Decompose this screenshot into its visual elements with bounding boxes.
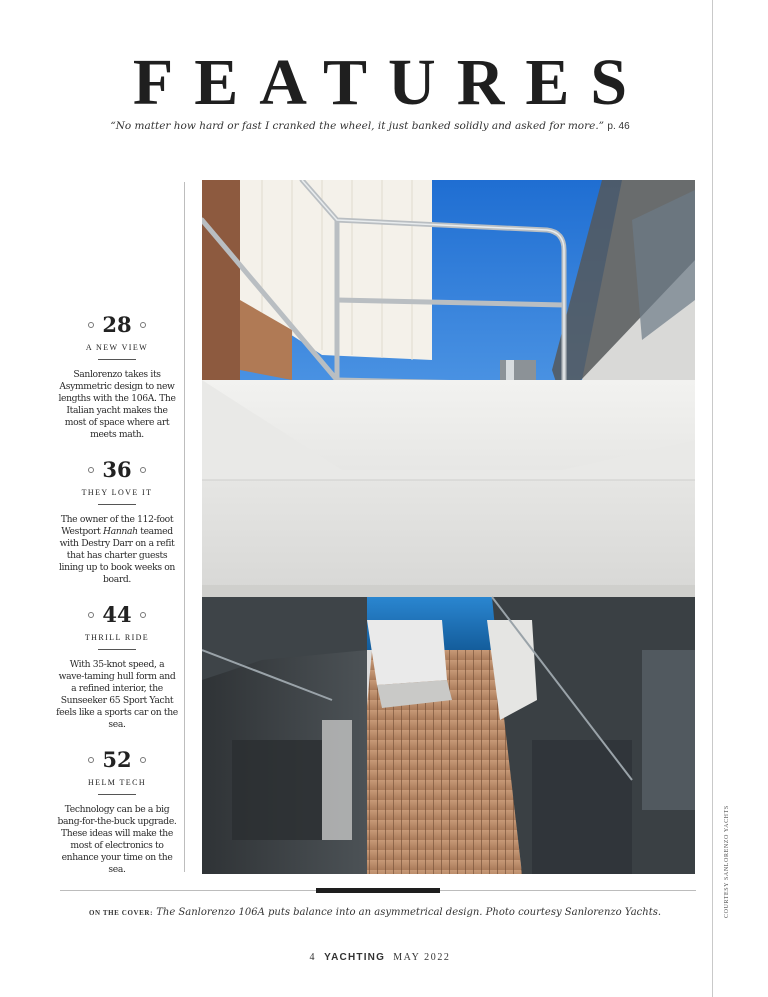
cover-caption [40,907,710,918]
ornament-dot-icon [140,467,146,473]
cover-caption-label: ON THE COVER: [88,909,154,917]
contents-entry-28[interactable] [56,313,178,442]
ornament-dot-icon [140,612,146,618]
contents-entry-36[interactable] [56,458,178,587]
boat-name: Hannah [103,526,138,538]
entry-description: With 35-knot speed, a wave-taming hull form and a refined interior, the Sunseeker 65 Sport Yacht feels like a sports car on the sea. [56,659,178,731]
entry-number-row [56,458,178,482]
entry-page-number: 36 [102,457,132,482]
folio-issue-date: MAY 2022 [393,952,451,963]
page-folio [60,952,700,963]
entry-title: THRILL RIDE [84,633,150,642]
ornament-dot-icon [140,322,146,328]
contents-entry-44[interactable] [56,603,178,732]
contents-entry-52[interactable] [56,748,178,877]
ornament-dot-icon [88,322,94,328]
ornament-dot-icon [88,757,94,763]
folio-page-number: 4 [309,952,317,963]
yacht-deck-illustration [202,180,695,874]
pull-quote-page: p. 46 [607,121,630,132]
footer-accent-bar [316,888,440,893]
page-title: FEATURES [132,46,649,119]
folio-magazine-name: YACHTING [324,952,386,963]
entry-title: THEY LOVE IT [81,488,153,497]
ornament-dot-icon [140,757,146,763]
entry-page-number: 44 [102,602,132,627]
pull-quote-text: “No matter how hard or fast I cranked the wheel, it just banked solidly and asked for more.” [110,120,605,132]
entry-number-row [56,748,178,772]
entry-number-row [56,313,178,337]
ornament-dot-icon [88,467,94,473]
wood-column [202,180,240,400]
entry-description: Sanlorenzo takes its Asymmetric design to new lengths with the 106A. The Italian yacht makes the most of space where art meets math. [58,369,176,441]
deck-wall [202,380,695,590]
photo-credit: COURTESY SANLORENZO YACHTS [724,805,730,918]
entry-title: A NEW VIEW [85,343,149,352]
entry-title: HELM TECH [87,778,146,787]
cover-caption-text: The Sanlorenzo 106A puts balance into an asymmetrical design. Photo courtesy Sanlorenzo Yachts. [156,907,662,918]
entry-number-row [56,603,178,627]
entry-separator [98,794,136,795]
cover-photo [202,180,695,874]
entry-description-start: The owner of the 112-foot Westport [60,514,174,538]
entry-description-end: teamed with Destry Darr on a refit that has charter guests lining up to book weeks on board. [58,526,176,586]
pull-quote [60,120,680,132]
entry-page-number: 28 [102,312,132,337]
entry-page-number: 52 [102,747,132,772]
entry-description [56,514,178,587]
entry-separator [98,504,136,505]
ornament-dot-icon [88,612,94,618]
entry-separator [98,649,136,650]
entry-separator [98,359,136,360]
sidebar-divider [184,182,185,872]
right-margin-rule [712,0,713,997]
entry-description: Technology can be a big bang-for-the-buck upgrade. These ideas will make the most of electronics to enhance your time on the sea. [57,804,177,876]
